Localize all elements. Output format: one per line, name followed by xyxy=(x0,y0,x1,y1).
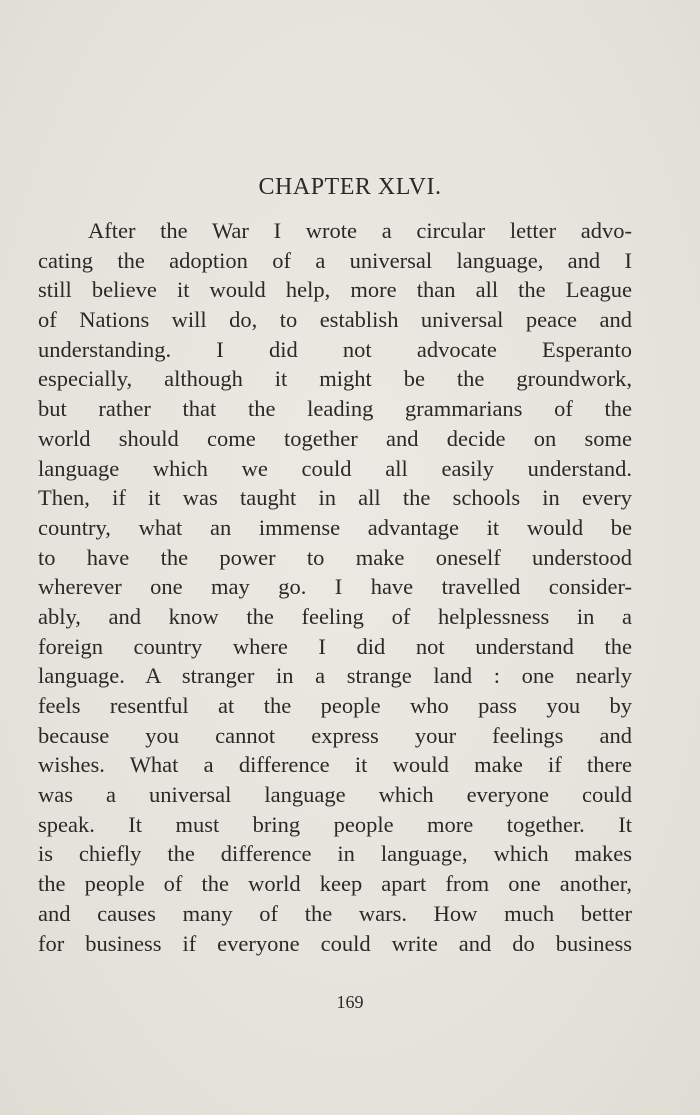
text-line: ably, and know the feeling of helplessness in a xyxy=(38,603,632,629)
body-text xyxy=(38,216,632,958)
text-line: speak. It must bring people more together. It xyxy=(38,811,632,837)
text-line: because you cannot express your feelings and xyxy=(38,722,632,748)
text-line: but rather that the leading grammarians of the xyxy=(38,396,632,422)
text-line: is chiefly the difference in language, which makes xyxy=(38,841,632,867)
text-line: especially, although it might be the groundwork, xyxy=(38,366,632,392)
text-line: foreign country where I did not understand the xyxy=(38,633,632,659)
text-line: feels resentful at the people who pass you by xyxy=(38,693,632,718)
text-line: cating the adoption of a universal language, and I xyxy=(38,247,632,273)
text-line: for business if everyone could write and do business xyxy=(38,930,632,956)
text-line: of Nations will do, to establish universal peace and xyxy=(38,307,632,333)
text-line: the people of the world keep apart from one another, xyxy=(38,871,632,897)
text-line: After the War I wrote a circular letter advo- xyxy=(88,218,632,243)
text-line: to have the power to make oneself understood xyxy=(38,544,632,570)
text-line: wishes. What a difference it would make if there xyxy=(38,752,632,778)
text-line: world should come together and decide on some xyxy=(38,425,632,451)
text-line: and causes many of the wars. How much better xyxy=(38,900,632,926)
chapter-heading: CHAPTER XLVI. xyxy=(258,174,442,200)
text-line: language. A stranger in a strange land : one nearly xyxy=(38,663,632,689)
text-line: still believe it would help, more than all the League xyxy=(38,277,632,303)
text-line: understanding. I did not advocate Esperanto xyxy=(38,336,632,362)
text-line: was a universal language which everyone could xyxy=(38,782,632,808)
text-line: Then, if it was taught in all the schools in every xyxy=(38,485,632,511)
text-line: language which we could all easily understand. xyxy=(38,455,632,481)
text-line: wherever one may go. I have travelled consider- xyxy=(38,574,632,600)
page-number: 169 xyxy=(336,992,364,1012)
text-line: country, what an immense advantage it would be xyxy=(38,514,632,540)
